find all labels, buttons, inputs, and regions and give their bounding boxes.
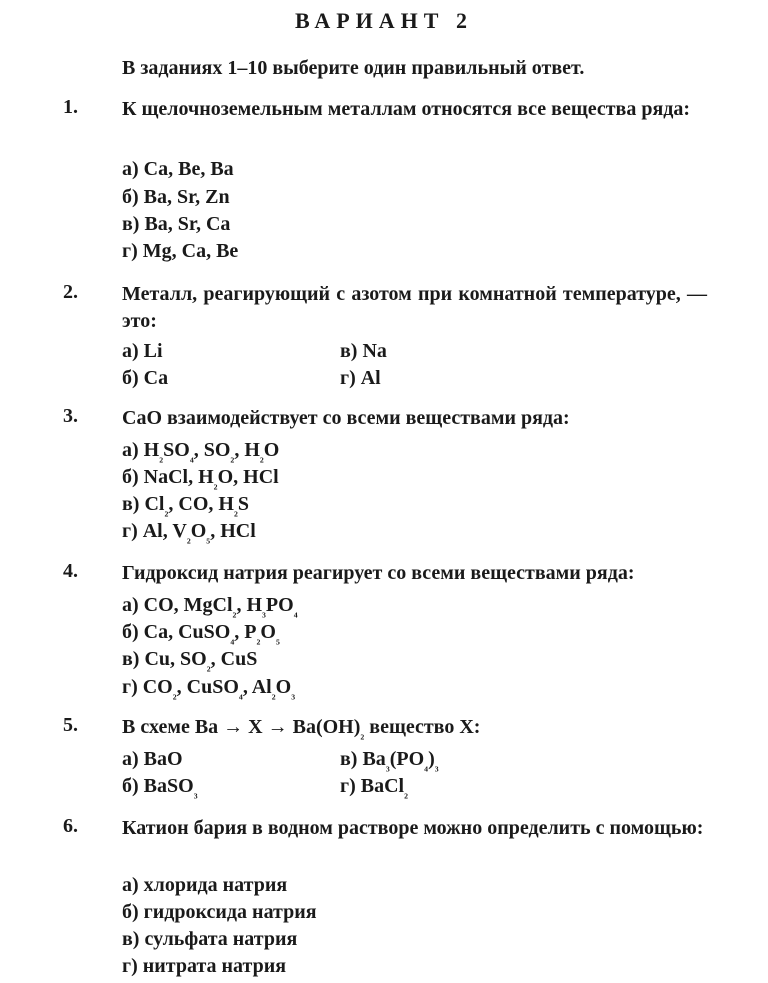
variant-title: ВАРИАНТ 2 [295,8,473,33]
answer-option[interactable]: б) Ca, CuSO$_{_4}$, $P_{_2}O_{_5}$ [122,621,280,645]
answer-option[interactable]: а) Ca, Be, Ba [122,158,234,180]
answer-option[interactable]: г) $CO_{_2}$, CuSO$_{_4}$, $Al_{_2}O_{_3}$ [122,676,296,700]
answer-option[interactable]: в) сульфата натрия [122,928,298,950]
question-text: В схеме $Ba \to X \to Ba(OH)_{_2}$ вещество X: [122,716,481,740]
question-number: 5. [63,714,78,736]
answer-option[interactable]: б) BaSO$_{_3}$ [122,775,198,799]
question-number: 6. [63,815,78,837]
answer-option[interactable]: а) BaO [122,748,183,770]
answer-option[interactable]: г) нитрата натрия [122,955,287,977]
answer-option[interactable]: г) Mg, Ca, Be [122,240,239,262]
question-text: Гидроксид натрия реагирует со всеми веществами ряда: [122,562,635,584]
answer-option[interactable]: б) Ba, Sr, Zn [122,186,230,208]
answer-option[interactable]: в) Ba, Sr, Ca [122,213,231,235]
answer-option[interactable]: г) Al [340,367,381,389]
answer-option[interactable]: в) Cu, $SO_{_2}$, CuS [122,648,258,672]
question-text: Катион бария в водном растворе можно определить с помощью: [122,817,704,839]
answer-option[interactable]: а) $H_{_2}SO_{_4}$, $SO_{_2}$, $H_{_2}O$ [122,439,280,463]
answer-option[interactable]: г) Al, $V_{_2}O_{_5}$, HCl [122,520,256,544]
question-text: CaO взаимодействует со всеми веществами ряда: [122,407,570,429]
answer-option[interactable]: б) Ca [122,367,169,389]
answer-option[interactable]: г) BaCl$_{_2}$ [340,775,408,799]
question-text: К щелочноземельным металлам относятся все вещества ряда: [122,98,691,120]
answer-option[interactable]: в) $Ba_{_3}(PO_{_4})_{_3}$ [340,748,439,772]
instructions: В заданиях 1–10 выберите один правильный ответ. [122,57,585,79]
question-number: 1. [63,96,78,118]
answer-option[interactable]: б) NaCl, $H_{_2}O$, HCl [122,466,279,490]
answer-option[interactable]: в) $Cl_{_2}$, CO, $H_{_2}S$ [122,493,249,517]
answer-option[interactable]: б) гидроксида натрия [122,901,317,923]
answer-option[interactable]: а) Li [122,340,163,362]
question-number: 4. [63,560,78,582]
answer-option[interactable]: а) CO, MgCl$_{_2}$, $H_{_3}PO_{_4}$ [122,594,298,618]
question-text: Металл, реагирующий с азотом при комнатной температуре, — это: [122,283,707,332]
answer-option[interactable]: в) Na [340,340,387,362]
question-number: 2. [63,281,78,303]
answer-option[interactable]: а) хлорида натрия [122,874,288,896]
question-number: 3. [63,405,78,427]
